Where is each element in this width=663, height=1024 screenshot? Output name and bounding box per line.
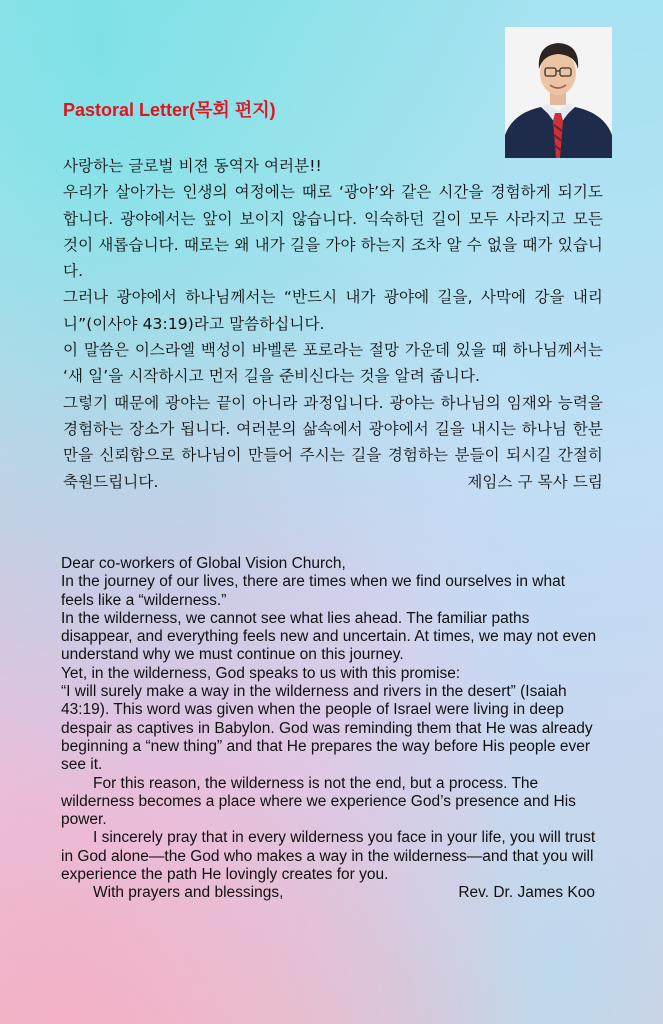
korean-letter — [63, 153, 603, 495]
korean-signature: 제임스 구 목사 드림 — [467, 472, 603, 491]
korean-paragraph: 사랑하는 글로벌 비젼 동역자 여러분!! — [63, 157, 322, 175]
english-paragraph: In the wilderness, we cannot see what lies ahead. The familiar paths disappear, and everything feels new and uncertain. At times, we may not even understand why we must continue on this journey. — [61, 609, 597, 664]
english-paragraph: For this reason, the wilderness is not the end, but a process. The wilderness becomes a place where we experience God’s presence and His power. — [61, 774, 576, 829]
english-signature: Rev. Dr. James Koo — [458, 884, 595, 902]
english-paragraph: In the journey of our lives, there are times when we find ourselves in what feels like a “wilderness.” — [61, 573, 566, 609]
korean-paragraph: 우리가 살아가는 인생의 여정에는 때로 ‘광야’와 같은 시간을 경험하게 되기도 합니다. 광야에서는 앞이 보이지 않습니다. 익숙하던 길이 모두 사라지고 모든 것이 새롭습니다. 때로는 왜 내가 길을 가야 하는지 조차 알 수 없을 때가 있습니다. — [63, 183, 603, 281]
english-paragraph: I sincerely pray that in every wilderness you face in your life, you will trust in God alone—the God who makes a way in the wilderness—and that you will experience the path He lovingly creates for you. — [61, 829, 596, 884]
english-greeting: Dear co-workers of Global Vision Church, — [61, 555, 346, 572]
korean-paragraph-text: 그렇기 때문에 광야는 끝이 아니라 과정입니다. 광야는 하나님의 임재와 능력을 경험하는 장소가 됩니다. 여러분의 삶속에서 광야에서 길을 내시는 하나님 한분만을 신뢰함으로 하나님이 만들어 주시는 길을 경험하는 분들이 되시길 간절히 축원드립니다. — [63, 393, 603, 491]
english-paragraph: Yet, in the wilderness, God speaks to us with this promise: — [61, 664, 461, 682]
korean-paragraph: 그러나 광야에서 하나님께서는 “반드시 내가 광야에 길을, 사막에 강을 내리니”(이사야 43:19)라고 말씀하십니다. — [63, 288, 603, 333]
english-closing: With prayers and blessings, — [93, 884, 284, 902]
pastor-portrait — [505, 27, 612, 158]
pastor-photo — [505, 27, 612, 158]
korean-paragraph: 이 말씀은 이스라엘 백성이 바벨론 포로라는 절망 가운데 있을 때 하나님께서는 ‘새 일’을 시작하시고 먼저 길을 준비신다는 것을 알려 줍니다. — [63, 341, 603, 386]
english-letter — [61, 555, 601, 903]
korean-paragraph — [63, 390, 603, 495]
english-paragraph: “I will surely make a way in the wilderness and rivers in the desert” (Isaiah 43:19). This word was given when the people of Israel were living in deep despair as captives in Babylon. God was reminding them that He was already beginning a “new thing” and that He prepares the way before His people ever see it. — [61, 683, 593, 774]
english-closing-line — [61, 884, 601, 902]
letter-title: Pastoral Letter(목회 편지) — [63, 100, 276, 120]
